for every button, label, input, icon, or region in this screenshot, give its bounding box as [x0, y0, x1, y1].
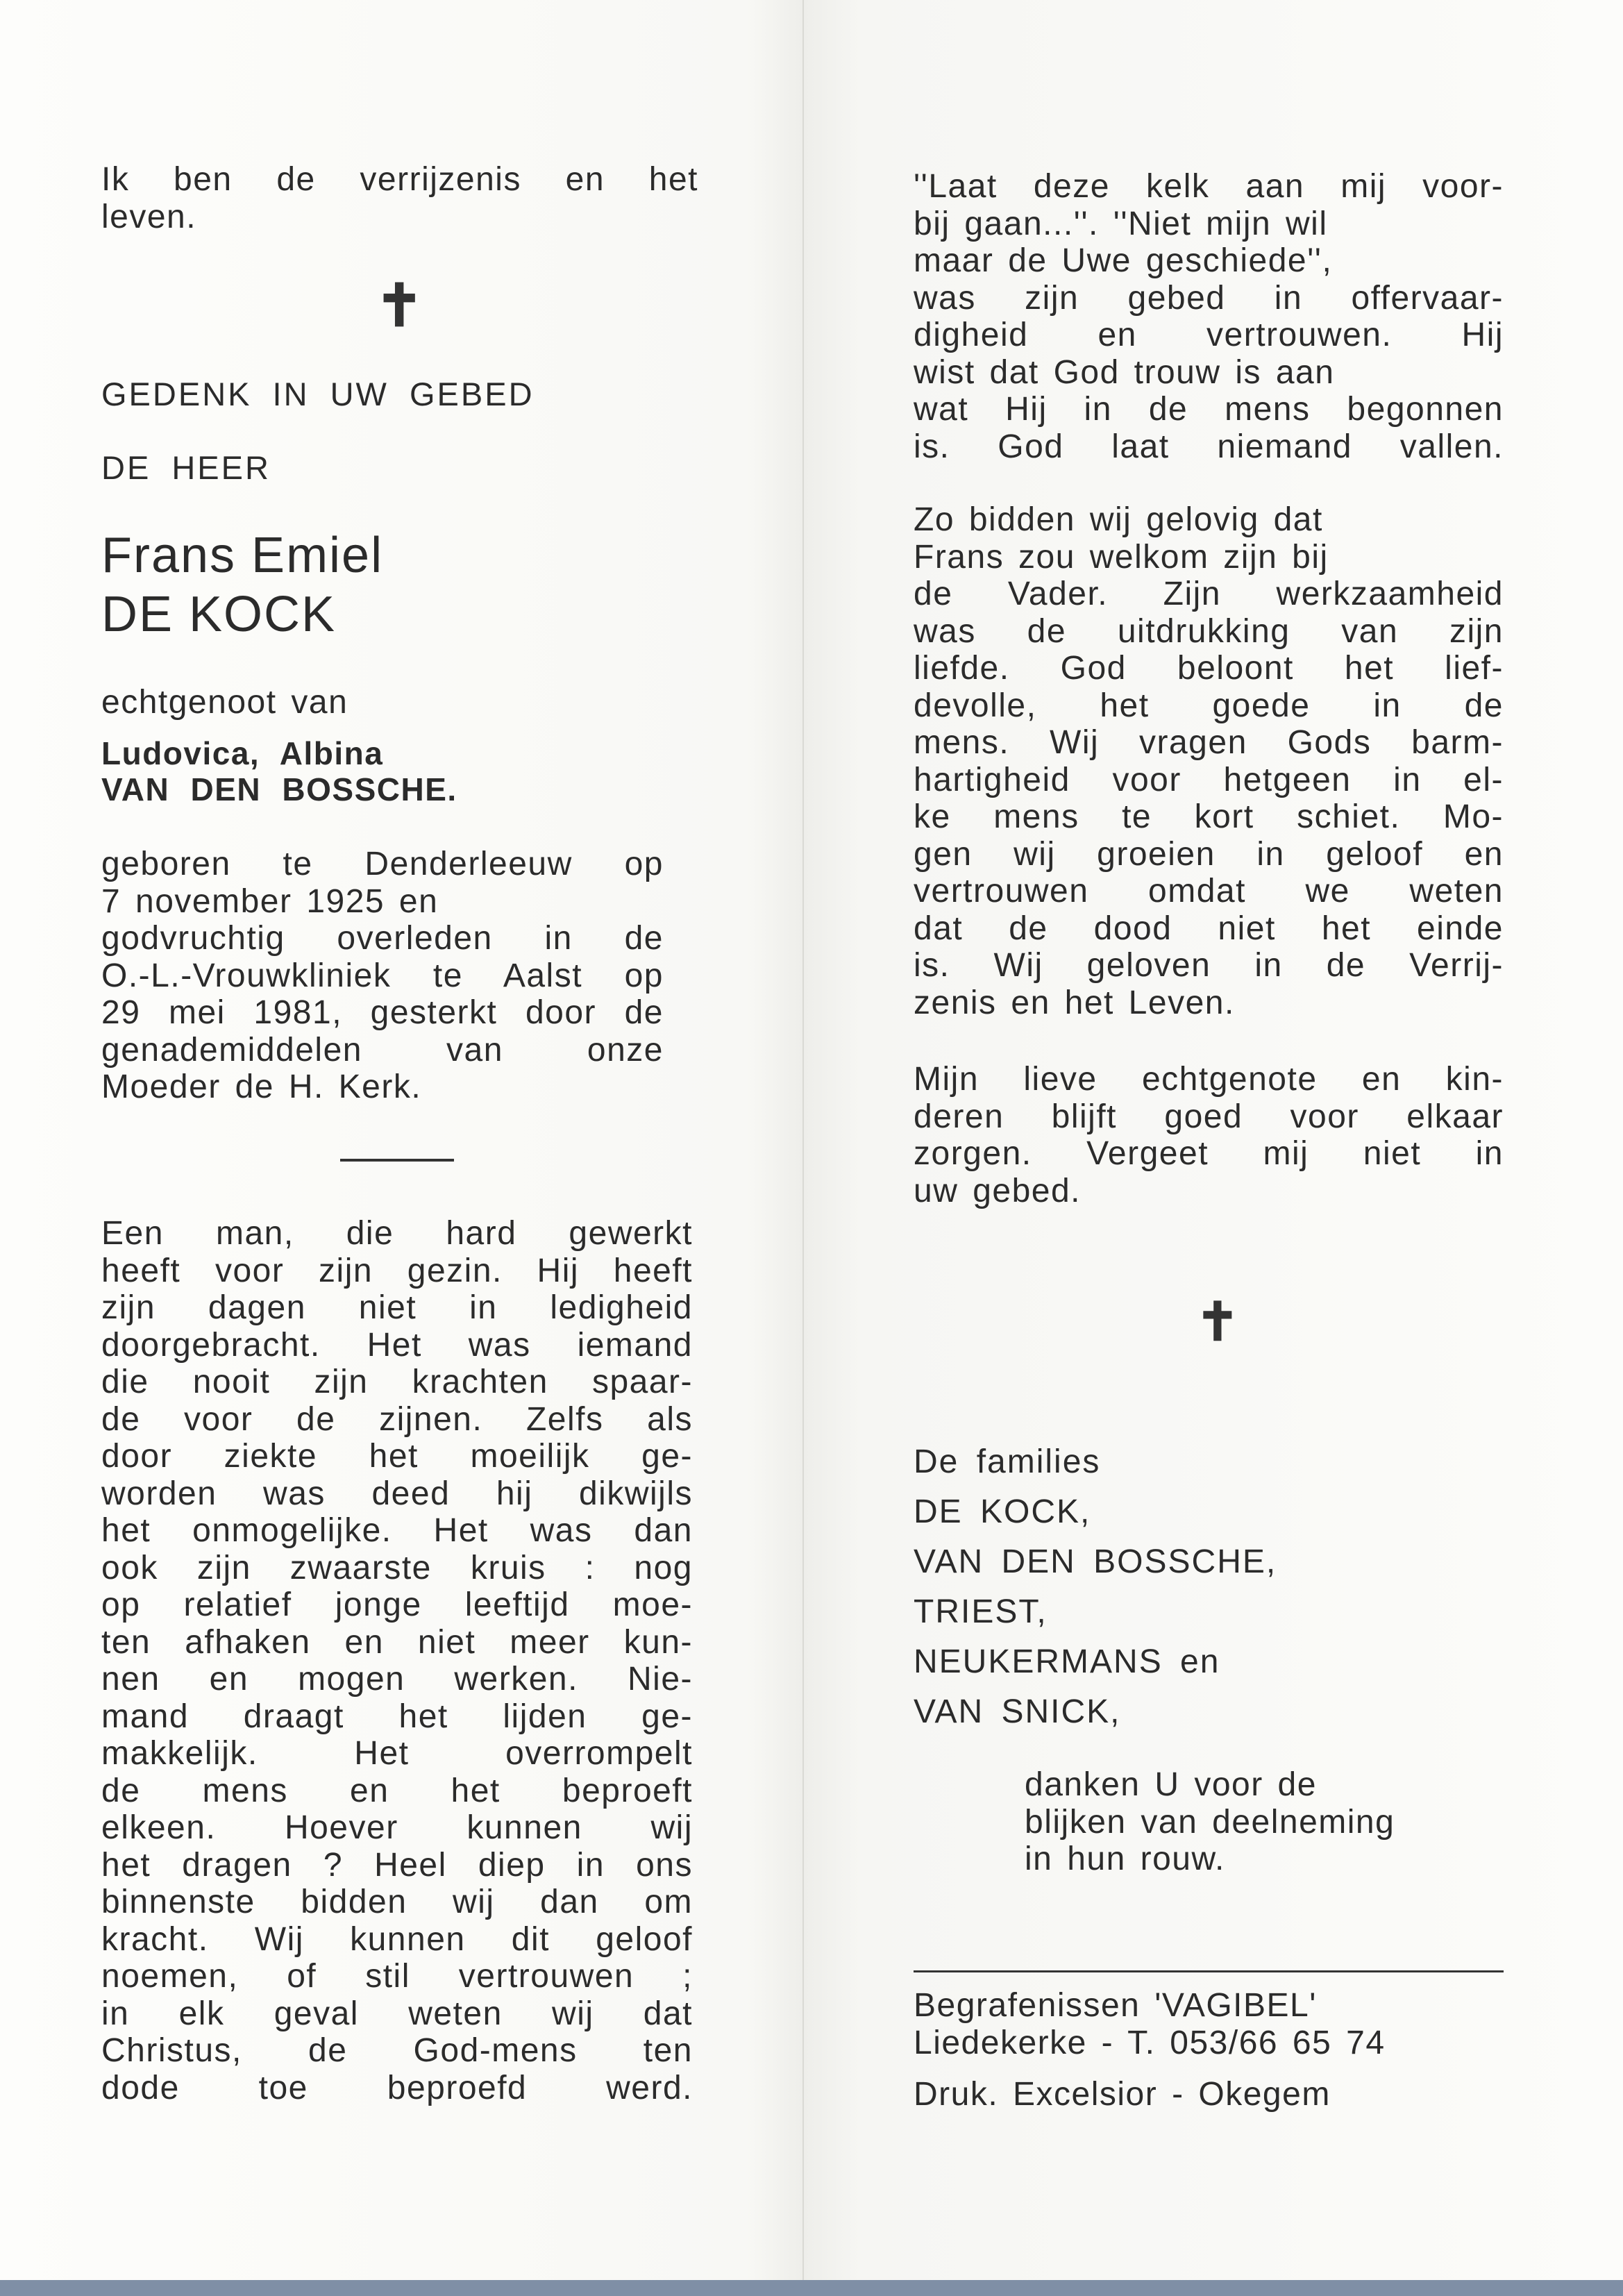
- undertaker-name: Begrafenissen 'VAGIBEL': [914, 1987, 1317, 2024]
- text-line: devolle, het goede in de: [914, 687, 1504, 724]
- text-line: doorgebracht. Het was iemand: [101, 1326, 693, 1364]
- farewell-paragraph: [914, 1061, 1504, 1209]
- cross-icon: ✝: [1195, 1291, 1240, 1352]
- text-line: worden was deed hij dikwijls: [101, 1475, 693, 1512]
- text-line: was de uitdrukking van zijn: [914, 612, 1504, 650]
- text-line: heeft voor zijn gezin. Hij heeft: [101, 1252, 693, 1289]
- text-line: Christus, de God-mens ten: [101, 2032, 693, 2069]
- text-line: het onmogelijke. Het was dan: [101, 1512, 693, 1549]
- bio-line: 29 mei 1981, gesterkt door de: [101, 994, 664, 1031]
- text-line: is. God laat niemand vallen.: [914, 428, 1504, 465]
- bio-line: O.-L.-Vrouwkliniek te Aalst op: [101, 957, 664, 994]
- text-line: liefde. God beloont het lief-: [914, 650, 1504, 687]
- text-line: nen en mogen werken. Nie-: [101, 1661, 693, 1698]
- text-line: wist dat God trouw is aan: [914, 353, 1335, 391]
- family-name: TRIEST,: [914, 1593, 1048, 1630]
- text-line: Frans zou welkom zijn bij: [914, 538, 1329, 576]
- text-line: de voor de zijnen. Zelfs als: [101, 1400, 693, 1438]
- text-line: uw gebed.: [914, 1172, 1082, 1209]
- eulogy-text: [101, 1215, 693, 2106]
- text-line: mens. Wij vragen Gods barm-: [914, 724, 1504, 761]
- prayer-paragraph: [914, 501, 1504, 1021]
- title: DE HEER: [101, 449, 271, 486]
- text-line: dat de dood niet het einde: [914, 910, 1504, 947]
- text-line: die nooit zijn krachten spaar-: [101, 1364, 693, 1400]
- thanks-text: [1025, 1766, 1511, 1878]
- text-line: het dragen ? Heel diep in ons: [101, 1846, 693, 1884]
- text-line: is. Wij geloven in de Verrij-: [914, 947, 1504, 984]
- text-line: noemen, of stil vertrouwen ;: [101, 1958, 693, 1995]
- text-line: Zo bidden wij gelovig dat: [914, 501, 1323, 538]
- text-line: ''Laat deze kelk aan mij voor-: [914, 168, 1504, 205]
- deceased-surname: DE KOCK: [101, 587, 337, 642]
- text-line: zorgen. Vergeet mij niet in: [914, 1135, 1504, 1172]
- text-line: danken U voor de: [1025, 1766, 1317, 1803]
- text-line: de mens en het beproeft: [101, 1772, 693, 1809]
- text-line: hartigheid voor hetgeen in el-: [914, 761, 1504, 798]
- text-line: in hun rouw.: [1025, 1841, 1225, 1877]
- text-line: dode toe beproefd werd.: [101, 2069, 693, 2106]
- family-name: VAN SNICK,: [914, 1693, 1121, 1730]
- text-line: op relatief jonge leeftijd moe-: [101, 1586, 693, 1623]
- undertaker-contact: Liedekerke - T. 053/66 65 74: [914, 2025, 1386, 2061]
- deceased-name: Frans Emiel: [101, 528, 384, 583]
- card-fold: [802, 0, 804, 2296]
- text-line: gen wij groeien in geloof en: [914, 835, 1504, 873]
- family-name: DE KOCK,: [914, 1493, 1091, 1530]
- remember-heading: GEDENK IN UW GEBED: [101, 376, 535, 412]
- separator-dash: [340, 1159, 454, 1162]
- biography: [101, 846, 664, 1106]
- bio-line: genademiddelen van onze: [101, 1031, 664, 1069]
- text-line: digheid en vertrouwen. Hij: [914, 317, 1504, 353]
- text-line: zijn dagen niet in ledigheid: [101, 1289, 693, 1326]
- text-line: deren blijft goed voor elkaar: [914, 1098, 1504, 1135]
- text-line: mand draagt het lijden ge-: [101, 1698, 693, 1735]
- spouse-surname: VAN DEN BOSSCHE.: [101, 771, 457, 807]
- motto: [101, 161, 698, 235]
- bio-line: godvruchtig overleden in de: [101, 920, 664, 957]
- spouse-intro: echtgenoot van: [101, 684, 348, 721]
- text-line: de Vader. Zijn werkzaamheid: [914, 576, 1504, 612]
- text-line: ten afhaken en niet meer kun-: [101, 1623, 693, 1661]
- motto-line: leven.: [101, 198, 197, 235]
- text-line: maar de Uwe geschiede'',: [914, 242, 1333, 279]
- bio-line: geboren te Denderleeuw op: [101, 846, 664, 882]
- text-line: bij gaan...''. ''Niet mijn wil: [914, 205, 1328, 242]
- text-line: was zijn gebed in offervaar-: [914, 279, 1504, 317]
- footer-rule: [914, 1970, 1504, 1972]
- text-line: binnenste bidden wij dan om: [101, 1884, 693, 1920]
- bio-line: Moeder de H. Kerk.: [101, 1069, 422, 1105]
- text-line: makkelijk. Het overrompelt: [101, 1735, 693, 1772]
- motto-line: Ik ben de verrijzenis en het: [101, 161, 698, 198]
- text-line: Een man, die hard gewerkt: [101, 1215, 693, 1252]
- family-name: VAN DEN BOSSCHE,: [914, 1543, 1277, 1580]
- text-line: vertrouwen omdat we weten: [914, 873, 1504, 910]
- text-line: ook zijn zwaarste kruis : nog: [101, 1549, 693, 1586]
- quote-paragraph: [914, 168, 1504, 465]
- bio-line: 7 november 1925 en: [101, 882, 439, 920]
- text-line: zenis en het Leven.: [914, 984, 1235, 1021]
- text-line: wat Hij in de mens begonnen: [914, 391, 1504, 428]
- text-line: Mijn lieve echtgenote en kin-: [914, 1061, 1504, 1098]
- family-name: NEUKERMANS en: [914, 1643, 1220, 1680]
- text-line: blijken van deelneming: [1025, 1803, 1395, 1841]
- printer-credit: Druk. Excelsior - Okegem: [914, 2076, 1331, 2113]
- text-line: door ziekte het moeilijk ge-: [101, 1438, 693, 1475]
- scan-edge: [0, 2280, 1623, 2296]
- cross-icon: ✝: [375, 271, 424, 340]
- text-line: kracht. Wij kunnen dit geloof: [101, 1920, 693, 1958]
- text-line: in elk geval weten wij dat: [101, 1995, 693, 2032]
- text-line: elkeen. Hoever kunnen wij: [101, 1809, 693, 1846]
- spouse-name: Ludovica, Albina: [101, 735, 384, 771]
- text-line: ke mens te kort schiet. Mo-: [914, 798, 1504, 835]
- families-intro: De families: [914, 1443, 1101, 1480]
